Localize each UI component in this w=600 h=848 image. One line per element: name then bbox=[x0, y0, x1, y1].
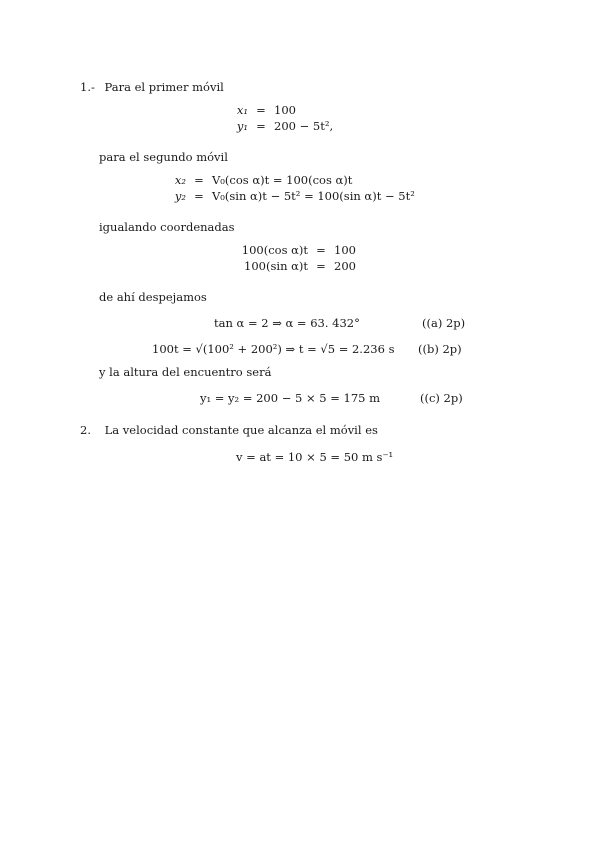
problem-2-equation: v = at = 10 × 5 = 50 m s⁻¹ bbox=[236, 450, 394, 464]
eq6-rhs: 200 bbox=[334, 259, 356, 273]
eq6-lhs: 100(sin α)t bbox=[244, 259, 308, 273]
height-text: y la altura del encuentro será bbox=[99, 365, 272, 379]
result-a-expression: tan α = 2 ⇒ α = 63. 432° bbox=[214, 316, 360, 330]
result-b-expression: 100t = √(100² + 200²) ⇒ t = √5 = 2.236 s bbox=[152, 342, 395, 356]
problem-2-heading bbox=[80, 423, 378, 437]
eq6-rel: = bbox=[316, 259, 326, 273]
solve-text: de ahí despejamos bbox=[99, 290, 207, 304]
eq4-rel: = bbox=[194, 189, 204, 203]
equation-block-equating bbox=[226, 242, 356, 274]
result-b-tag: ((b) 2p) bbox=[418, 342, 462, 356]
problem-2-number: 2. bbox=[80, 423, 91, 437]
eq2-lhs: y₁ bbox=[236, 119, 248, 133]
problem-2-text: La velocidad constante que alcanza el móvil es bbox=[104, 423, 378, 437]
problem-1-heading bbox=[80, 80, 224, 94]
problem-1-intro: Para el primer móvil bbox=[104, 80, 224, 94]
equation-block-first-mobile bbox=[226, 102, 333, 134]
eq3-lhs: x₂ bbox=[174, 173, 186, 187]
equating-coordinates-text: igualando coordenadas bbox=[99, 220, 235, 234]
eq1-rel: = bbox=[256, 103, 266, 117]
result-c-tag: ((c) 2p) bbox=[420, 391, 463, 405]
eq3-rel: = bbox=[194, 173, 204, 187]
eq2-rhs: 200 − 5t², bbox=[274, 119, 334, 133]
eq4-rhs: V₀(sin α)t − 5t² = 100(sin α)t − 5t² bbox=[212, 189, 415, 203]
problem-1-number: 1.- bbox=[80, 80, 95, 94]
eq5-rel: = bbox=[316, 243, 326, 257]
eq1-rhs: 100 bbox=[274, 103, 296, 117]
second-mobile-text: para el segundo móvil bbox=[99, 150, 228, 164]
eq2-rel: = bbox=[256, 119, 266, 133]
eq4-lhs: y₂ bbox=[174, 189, 186, 203]
eq1-lhs: x₁ bbox=[236, 103, 248, 117]
eq3-rhs: V₀(cos α)t = 100(cos α)t bbox=[212, 173, 353, 187]
eq5-lhs: 100(cos α)t bbox=[241, 243, 308, 257]
eq5-rhs: 100 bbox=[334, 243, 356, 257]
equation-block-second-mobile bbox=[164, 172, 415, 204]
result-a-tag: ((a) 2p) bbox=[422, 316, 466, 330]
result-c-expression: y₁ = y₂ = 200 − 5 × 5 = 175 m bbox=[200, 391, 381, 405]
